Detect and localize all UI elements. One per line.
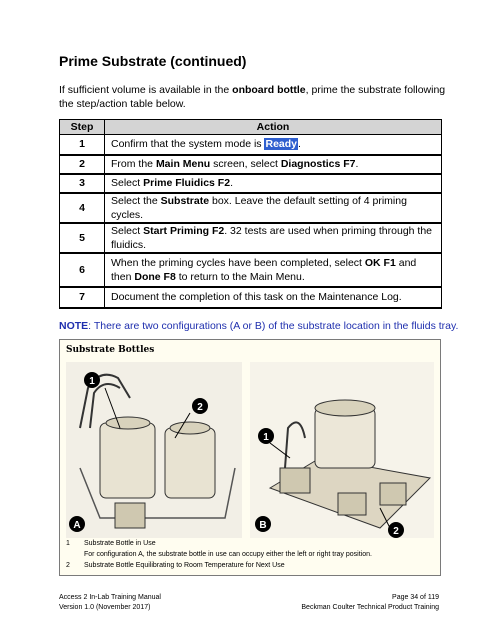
substrate-bottles-illustration xyxy=(60,358,440,538)
step-action-table xyxy=(59,119,442,309)
action-text: From the xyxy=(111,158,156,170)
action-text: Confirm that the system mode is xyxy=(111,138,265,151)
bottle-a-left-cap xyxy=(106,417,150,429)
svg-text:A: A xyxy=(73,520,81,531)
action-text: Select xyxy=(111,224,144,237)
callout-1-a xyxy=(84,372,100,388)
svg-text:2: 2 xyxy=(393,526,399,537)
bottle-b-equil-2 xyxy=(380,483,406,505)
bottle-a-left xyxy=(100,423,155,498)
table-row xyxy=(60,135,442,155)
action-column-header: Action xyxy=(105,120,442,135)
bottle-a-right xyxy=(165,428,215,498)
table-row xyxy=(60,155,442,174)
step-action xyxy=(105,287,442,308)
step-action xyxy=(105,174,442,193)
action-text: . 32 tests are used when priming through the fluidics. xyxy=(111,224,433,251)
legend-num-1: 1 xyxy=(66,540,70,547)
step-number: 4 xyxy=(60,193,105,223)
fitting-a xyxy=(115,503,145,528)
action-text: to return to the Main Menu. xyxy=(175,270,305,283)
step-number: 6 xyxy=(60,253,105,287)
intro-pre: If sufficient volume is available in the xyxy=(59,84,233,96)
table-body xyxy=(60,135,442,308)
action-bold-text: Start Priming F2 xyxy=(143,224,225,237)
svg-text:2: 2 xyxy=(197,402,203,413)
footer-page-number: Page 34 of 119 xyxy=(392,594,439,601)
step-number: 2 xyxy=(60,155,105,174)
action-text: and then xyxy=(111,256,417,283)
intro-post: , prime the substrate following the step/action table below. xyxy=(59,84,446,110)
figure-title: Substrate Bottles xyxy=(66,345,155,355)
callout-a xyxy=(69,516,85,532)
step-number: 7 xyxy=(60,287,105,308)
action-text: When the priming cycles have been completed, select xyxy=(111,256,365,269)
page-heading: Prime Substrate (continued) xyxy=(59,53,247,69)
table-row xyxy=(60,223,442,253)
action-text: box. Leave the default setting of 4 priming cycles. xyxy=(111,194,407,221)
note xyxy=(59,320,458,332)
table-row xyxy=(60,287,442,308)
note-text: : There are two configurations (A or B) of the substrate location in the fluids tray. xyxy=(88,320,459,332)
action-text: Select the xyxy=(111,194,161,207)
callout-1-b xyxy=(258,428,274,444)
legend-text-2: Substrate Bottle Equilibrating to Room Temperature for Next Use xyxy=(84,562,285,569)
action-text: . xyxy=(298,138,301,151)
step-action xyxy=(105,193,442,223)
table-header-row xyxy=(60,120,442,135)
bottle-b-equil xyxy=(338,493,366,515)
svg-text:1: 1 xyxy=(263,432,269,443)
footer-org: Beckman Coulter Technical Product Training xyxy=(301,604,439,611)
footer-manual-title: Access 2 In-Lab Training Manual xyxy=(59,594,161,601)
bottle-b-large xyxy=(315,408,375,468)
legend-text-1-detail: For configuration A, the substrate bottle in use can occupy either the left or right tray position. xyxy=(84,551,372,558)
ready-highlight: Ready xyxy=(265,138,297,151)
svg-text:1: 1 xyxy=(89,376,95,387)
table-row xyxy=(60,193,442,223)
callout-2-a xyxy=(192,398,208,414)
step-action xyxy=(105,223,442,253)
intro-paragraph xyxy=(59,83,449,111)
step-column-header: Step xyxy=(60,120,105,135)
callout-2-b xyxy=(388,522,404,538)
action-text: screen, select xyxy=(210,158,281,170)
bottle-a-right-cap xyxy=(170,422,210,434)
callout-b xyxy=(255,516,271,532)
step-action xyxy=(105,155,442,174)
step-number: 3 xyxy=(60,174,105,193)
footer-version: Version 1.0 (November 2017) xyxy=(59,604,151,611)
action-bold-text: Substrate xyxy=(160,194,210,207)
action-bold-text: Done F8 xyxy=(134,270,176,283)
bottle-b-large-cap xyxy=(315,400,375,416)
table-row xyxy=(60,253,442,287)
action-text: . xyxy=(230,177,233,189)
step-number: 1 xyxy=(60,135,105,155)
legend-text-1: Substrate Bottle in Use xyxy=(84,540,156,547)
substrate-bottles-figure xyxy=(59,339,441,576)
step-action xyxy=(105,135,442,155)
table-row xyxy=(60,174,442,193)
bottle-b-use xyxy=(280,468,310,493)
action-bold-text: Prime Fluidics F2 xyxy=(143,177,231,189)
action-bold-text: Main Menu xyxy=(155,158,211,170)
svg-text:B: B xyxy=(259,520,267,531)
intro-bold: onboard bottle xyxy=(232,84,306,96)
step-action xyxy=(105,253,442,287)
action-bold-text: OK F1 xyxy=(364,256,396,269)
note-label: NOTE xyxy=(59,320,89,332)
action-text: . xyxy=(355,158,359,170)
action-text: Document the completion of this task on the Maintenance Log. xyxy=(111,291,402,303)
legend-num-2: 2 xyxy=(66,562,70,569)
action-text: Select xyxy=(111,177,144,189)
step-number: 5 xyxy=(60,223,105,253)
action-bold-text: Diagnostics F7 xyxy=(280,158,356,170)
